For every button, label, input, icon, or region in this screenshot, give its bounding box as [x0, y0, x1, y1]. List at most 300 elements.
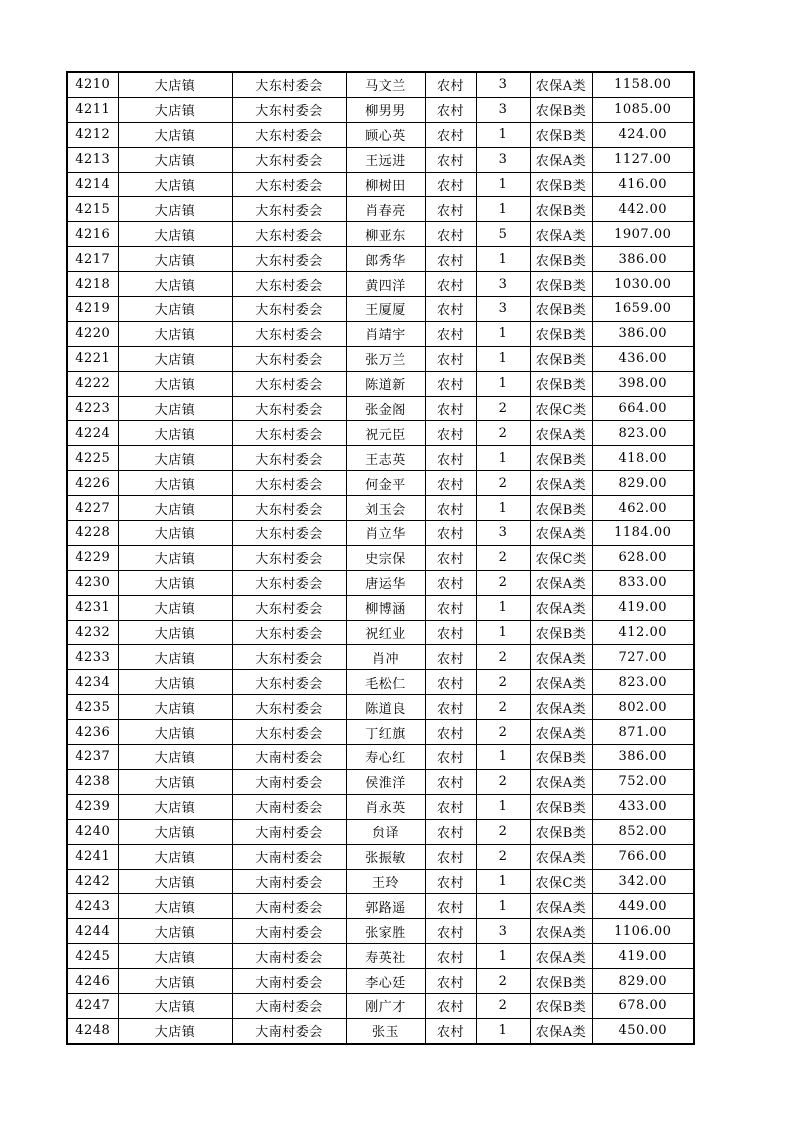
amount-cell: 1106.00: [592, 919, 694, 944]
person-count-cell: 2: [476, 396, 530, 421]
person-count-cell: 1: [476, 446, 530, 471]
town-cell: 大店镇: [118, 645, 232, 670]
serial-cell: 4212: [67, 122, 118, 147]
insurance-type-cell: 农保B类: [530, 297, 592, 322]
town-cell: 大店镇: [118, 72, 232, 97]
table-row: [67, 869, 694, 894]
amount-cell: 386.00: [592, 745, 694, 770]
amount-cell: 752.00: [592, 769, 694, 794]
person-count-cell: 2: [476, 720, 530, 745]
town-cell: 大店镇: [118, 471, 232, 496]
village-committee-cell: 大南村委会: [232, 869, 346, 894]
table-row: [67, 969, 694, 994]
insurance-type-cell: 农保A类: [530, 944, 592, 969]
residence-category-cell: 农村: [425, 446, 476, 471]
village-committee-cell: 大东村委会: [232, 620, 346, 645]
amount-cell: 419.00: [592, 944, 694, 969]
person-count-cell: 3: [476, 272, 530, 297]
town-cell: 大店镇: [118, 869, 232, 894]
insurance-type-cell: 农保A类: [530, 1018, 592, 1043]
person-count-cell: 1: [476, 595, 530, 620]
residence-category-cell: 农村: [425, 1018, 476, 1043]
name-cell: 郭路遥: [346, 894, 425, 919]
insurance-type-cell: 农保B类: [530, 371, 592, 396]
amount-cell: 386.00: [592, 321, 694, 346]
person-count-cell: 1: [476, 894, 530, 919]
residence-category-cell: 农村: [425, 670, 476, 695]
village-committee-cell: 大南村委会: [232, 844, 346, 869]
insurance-type-cell: 农保B类: [530, 247, 592, 272]
town-cell: 大店镇: [118, 521, 232, 546]
residence-category-cell: 农村: [425, 172, 476, 197]
serial-cell: 4234: [67, 670, 118, 695]
residence-category-cell: 农村: [425, 720, 476, 745]
amount-cell: 678.00: [592, 993, 694, 1018]
person-count-cell: 2: [476, 993, 530, 1018]
serial-cell: 4241: [67, 844, 118, 869]
residence-category-cell: 农村: [425, 371, 476, 396]
serial-cell: 4229: [67, 545, 118, 570]
serial-cell: 4211: [67, 97, 118, 122]
table-row: [67, 147, 694, 172]
serial-cell: 4214: [67, 172, 118, 197]
serial-cell: 4236: [67, 720, 118, 745]
insurance-type-cell: 农保B类: [530, 197, 592, 222]
village-committee-cell: 大东村委会: [232, 545, 346, 570]
amount-cell: 450.00: [592, 1018, 694, 1043]
amount-cell: 802.00: [592, 695, 694, 720]
residence-category-cell: 农村: [425, 222, 476, 247]
insurance-type-cell: 农保B类: [530, 97, 592, 122]
village-committee-cell: 大东村委会: [232, 272, 346, 297]
village-committee-cell: 大东村委会: [232, 720, 346, 745]
person-count-cell: 1: [476, 745, 530, 770]
amount-cell: 829.00: [592, 471, 694, 496]
person-count-cell: 1: [476, 197, 530, 222]
residence-category-cell: 农村: [425, 521, 476, 546]
residence-category-cell: 农村: [425, 570, 476, 595]
name-cell: 唐运华: [346, 570, 425, 595]
town-cell: 大店镇: [118, 819, 232, 844]
amount-cell: 823.00: [592, 421, 694, 446]
name-cell: 陈道新: [346, 371, 425, 396]
person-count-cell: 2: [476, 421, 530, 446]
serial-cell: 4231: [67, 595, 118, 620]
name-cell: 何金平: [346, 471, 425, 496]
name-cell: 侯淮洋: [346, 769, 425, 794]
residence-category-cell: 农村: [425, 72, 476, 97]
amount-cell: 766.00: [592, 844, 694, 869]
insurance-type-cell: 农保B类: [530, 969, 592, 994]
name-cell: 王志英: [346, 446, 425, 471]
name-cell: 张玉: [346, 1018, 425, 1043]
village-committee-cell: 大东村委会: [232, 147, 346, 172]
insurance-type-cell: 农保C类: [530, 545, 592, 570]
table-row: [67, 819, 694, 844]
village-committee-cell: 大东村委会: [232, 72, 346, 97]
serial-cell: 4220: [67, 321, 118, 346]
amount-cell: 416.00: [592, 172, 694, 197]
table-row: [67, 919, 694, 944]
town-cell: 大店镇: [118, 993, 232, 1018]
village-committee-cell: 大东村委会: [232, 346, 346, 371]
insurance-type-cell: 农保B类: [530, 496, 592, 521]
residence-category-cell: 农村: [425, 471, 476, 496]
town-cell: 大店镇: [118, 570, 232, 595]
serial-cell: 4218: [67, 272, 118, 297]
insurance-type-cell: 农保B类: [530, 794, 592, 819]
insurance-type-cell: 农保A类: [530, 769, 592, 794]
residence-category-cell: 农村: [425, 819, 476, 844]
insurance-type-cell: 农保A类: [530, 645, 592, 670]
person-count-cell: 2: [476, 769, 530, 794]
amount-cell: 386.00: [592, 247, 694, 272]
serial-cell: 4233: [67, 645, 118, 670]
town-cell: 大店镇: [118, 297, 232, 322]
town-cell: 大店镇: [118, 969, 232, 994]
name-cell: 肖靖宇: [346, 321, 425, 346]
insurance-type-cell: 农保A类: [530, 919, 592, 944]
amount-cell: 727.00: [592, 645, 694, 670]
insurance-type-cell: 农保A类: [530, 844, 592, 869]
village-committee-cell: 大东村委会: [232, 172, 346, 197]
village-committee-cell: 大东村委会: [232, 521, 346, 546]
serial-cell: 4230: [67, 570, 118, 595]
name-cell: 黄四洋: [346, 272, 425, 297]
village-committee-cell: 大东村委会: [232, 645, 346, 670]
village-committee-cell: 大东村委会: [232, 570, 346, 595]
town-cell: 大店镇: [118, 720, 232, 745]
table-row: [67, 446, 694, 471]
name-cell: 肖春亮: [346, 197, 425, 222]
table-row: [67, 496, 694, 521]
village-committee-cell: 大南村委会: [232, 745, 346, 770]
amount-cell: 871.00: [592, 720, 694, 745]
name-cell: 毛松仁: [346, 670, 425, 695]
residence-category-cell: 农村: [425, 595, 476, 620]
amount-cell: 664.00: [592, 396, 694, 421]
residence-category-cell: 农村: [425, 869, 476, 894]
town-cell: 大店镇: [118, 222, 232, 247]
serial-cell: 4226: [67, 471, 118, 496]
name-cell: 柳男男: [346, 97, 425, 122]
table-row: [67, 645, 694, 670]
insurance-type-cell: 农保A类: [530, 147, 592, 172]
residence-category-cell: 农村: [425, 969, 476, 994]
table-row: [67, 321, 694, 346]
village-committee-cell: 大东村委会: [232, 297, 346, 322]
village-committee-cell: 大东村委会: [232, 595, 346, 620]
amount-cell: 829.00: [592, 969, 694, 994]
name-cell: 寿英社: [346, 944, 425, 969]
insurance-type-cell: 农保A类: [530, 894, 592, 919]
residence-category-cell: 农村: [425, 919, 476, 944]
town-cell: 大店镇: [118, 595, 232, 620]
insurance-type-cell: 农保A类: [530, 720, 592, 745]
name-cell: 寿心红: [346, 745, 425, 770]
insurance-type-cell: 农保B类: [530, 321, 592, 346]
town-cell: 大店镇: [118, 247, 232, 272]
person-count-cell: 2: [476, 545, 530, 570]
person-count-cell: 2: [476, 819, 530, 844]
residence-category-cell: 农村: [425, 272, 476, 297]
serial-cell: 4246: [67, 969, 118, 994]
village-committee-cell: 大东村委会: [232, 97, 346, 122]
village-committee-cell: 大东村委会: [232, 197, 346, 222]
village-committee-cell: 大东村委会: [232, 695, 346, 720]
residence-category-cell: 农村: [425, 421, 476, 446]
town-cell: 大店镇: [118, 97, 232, 122]
amount-cell: 462.00: [592, 496, 694, 521]
amount-cell: 1184.00: [592, 521, 694, 546]
town-cell: 大店镇: [118, 769, 232, 794]
serial-cell: 4238: [67, 769, 118, 794]
residence-category-cell: 农村: [425, 247, 476, 272]
insurance-type-cell: 农保A类: [530, 670, 592, 695]
town-cell: 大店镇: [118, 695, 232, 720]
village-committee-cell: 大东村委会: [232, 247, 346, 272]
town-cell: 大店镇: [118, 396, 232, 421]
table-row: [67, 745, 694, 770]
person-count-cell: 1: [476, 869, 530, 894]
table-row: [67, 894, 694, 919]
insurance-type-cell: 农保C类: [530, 396, 592, 421]
name-cell: 王玲: [346, 869, 425, 894]
table-row: [67, 720, 694, 745]
amount-cell: 1659.00: [592, 297, 694, 322]
residence-category-cell: 农村: [425, 645, 476, 670]
village-committee-cell: 大东村委会: [232, 446, 346, 471]
amount-cell: 823.00: [592, 670, 694, 695]
amount-cell: 442.00: [592, 197, 694, 222]
person-count-cell: 3: [476, 72, 530, 97]
amount-cell: 342.00: [592, 869, 694, 894]
serial-cell: 4248: [67, 1018, 118, 1043]
amount-cell: 628.00: [592, 545, 694, 570]
insurance-type-cell: 农保A类: [530, 421, 592, 446]
town-cell: 大店镇: [118, 272, 232, 297]
insurance-type-cell: 农保A类: [530, 521, 592, 546]
residence-category-cell: 农村: [425, 620, 476, 645]
town-cell: 大店镇: [118, 794, 232, 819]
person-count-cell: 1: [476, 122, 530, 147]
table-row: [67, 122, 694, 147]
village-committee-cell: 大南村委会: [232, 919, 346, 944]
serial-cell: 4215: [67, 197, 118, 222]
residence-category-cell: 农村: [425, 745, 476, 770]
serial-cell: 4247: [67, 993, 118, 1018]
name-cell: 柳亚东: [346, 222, 425, 247]
name-cell: 柳博涵: [346, 595, 425, 620]
person-count-cell: 1: [476, 496, 530, 521]
town-cell: 大店镇: [118, 321, 232, 346]
name-cell: 祝红业: [346, 620, 425, 645]
amount-cell: 436.00: [592, 346, 694, 371]
insurance-type-cell: 农保B类: [530, 172, 592, 197]
name-cell: 贠译: [346, 819, 425, 844]
town-cell: 大店镇: [118, 421, 232, 446]
serial-cell: 4225: [67, 446, 118, 471]
name-cell: 张振敏: [346, 844, 425, 869]
serial-cell: 4222: [67, 371, 118, 396]
serial-cell: 4232: [67, 620, 118, 645]
town-cell: 大店镇: [118, 944, 232, 969]
person-count-cell: 2: [476, 695, 530, 720]
insurance-type-cell: 农保A类: [530, 471, 592, 496]
town-cell: 大店镇: [118, 371, 232, 396]
person-count-cell: 1: [476, 321, 530, 346]
name-cell: 张万兰: [346, 346, 425, 371]
name-cell: 刘玉会: [346, 496, 425, 521]
amount-cell: 1030.00: [592, 272, 694, 297]
person-count-cell: 2: [476, 645, 530, 670]
person-count-cell: 3: [476, 147, 530, 172]
name-cell: 张金阁: [346, 396, 425, 421]
name-cell: 刚广才: [346, 993, 425, 1018]
serial-cell: 4243: [67, 894, 118, 919]
residence-category-cell: 农村: [425, 321, 476, 346]
amount-cell: 419.00: [592, 595, 694, 620]
amount-cell: 1085.00: [592, 97, 694, 122]
pension-payment-table: [66, 71, 695, 1045]
insurance-type-cell: 农保A类: [530, 570, 592, 595]
village-committee-cell: 大东村委会: [232, 371, 346, 396]
table-row: [67, 272, 694, 297]
town-cell: 大店镇: [118, 894, 232, 919]
serial-cell: 4216: [67, 222, 118, 247]
table-row: [67, 620, 694, 645]
table-row: [67, 222, 694, 247]
residence-category-cell: 农村: [425, 944, 476, 969]
insurance-type-cell: 农保A类: [530, 595, 592, 620]
village-committee-cell: 大东村委会: [232, 396, 346, 421]
person-count-cell: 5: [476, 222, 530, 247]
table-row: [67, 471, 694, 496]
name-cell: 郎秀华: [346, 247, 425, 272]
serial-cell: 4210: [67, 72, 118, 97]
village-committee-cell: 大东村委会: [232, 421, 346, 446]
amount-cell: 412.00: [592, 620, 694, 645]
table-row: [67, 695, 694, 720]
table-row: [67, 72, 694, 97]
serial-cell: 4221: [67, 346, 118, 371]
serial-cell: 4235: [67, 695, 118, 720]
town-cell: 大店镇: [118, 172, 232, 197]
village-committee-cell: 大东村委会: [232, 496, 346, 521]
person-count-cell: 1: [476, 944, 530, 969]
residence-category-cell: 农村: [425, 147, 476, 172]
serial-cell: 4237: [67, 745, 118, 770]
table-row: [67, 172, 694, 197]
table-row: [67, 993, 694, 1018]
amount-cell: 1158.00: [592, 72, 694, 97]
town-cell: 大店镇: [118, 919, 232, 944]
name-cell: 王远进: [346, 147, 425, 172]
town-cell: 大店镇: [118, 496, 232, 521]
village-committee-cell: 大南村委会: [232, 769, 346, 794]
residence-category-cell: 农村: [425, 844, 476, 869]
amount-cell: 418.00: [592, 446, 694, 471]
name-cell: 肖立华: [346, 521, 425, 546]
serial-cell: 4242: [67, 869, 118, 894]
town-cell: 大店镇: [118, 1018, 232, 1043]
town-cell: 大店镇: [118, 620, 232, 645]
table-row: [67, 421, 694, 446]
insurance-type-cell: 农保B类: [530, 993, 592, 1018]
village-committee-cell: 大南村委会: [232, 1018, 346, 1043]
residence-category-cell: 农村: [425, 346, 476, 371]
table-body: [67, 72, 694, 1044]
name-cell: 王厦厦: [346, 297, 425, 322]
amount-cell: 833.00: [592, 570, 694, 595]
town-cell: 大店镇: [118, 122, 232, 147]
person-count-cell: 1: [476, 371, 530, 396]
name-cell: 李心廷: [346, 969, 425, 994]
residence-category-cell: 农村: [425, 122, 476, 147]
person-count-cell: 2: [476, 570, 530, 595]
serial-cell: 4223: [67, 396, 118, 421]
village-committee-cell: 大东村委会: [232, 471, 346, 496]
village-committee-cell: 大南村委会: [232, 944, 346, 969]
town-cell: 大店镇: [118, 745, 232, 770]
amount-cell: 1907.00: [592, 222, 694, 247]
village-committee-cell: 大东村委会: [232, 122, 346, 147]
person-count-cell: 3: [476, 297, 530, 322]
residence-category-cell: 农村: [425, 794, 476, 819]
insurance-type-cell: 农保A类: [530, 72, 592, 97]
table-row: [67, 346, 694, 371]
serial-cell: 4227: [67, 496, 118, 521]
insurance-type-cell: 农保B类: [530, 272, 592, 297]
person-count-cell: 1: [476, 346, 530, 371]
residence-category-cell: 农村: [425, 496, 476, 521]
person-count-cell: 1: [476, 1018, 530, 1043]
residence-category-cell: 农村: [425, 297, 476, 322]
table-row: [67, 595, 694, 620]
name-cell: 史宗保: [346, 545, 425, 570]
serial-cell: 4213: [67, 147, 118, 172]
insurance-type-cell: 农保B类: [530, 819, 592, 844]
person-count-cell: 2: [476, 471, 530, 496]
residence-category-cell: 农村: [425, 97, 476, 122]
insurance-type-cell: 农保B类: [530, 446, 592, 471]
table-row: [67, 247, 694, 272]
table-row: [67, 1018, 694, 1043]
village-committee-cell: 大南村委会: [232, 993, 346, 1018]
town-cell: 大店镇: [118, 670, 232, 695]
name-cell: 柳树田: [346, 172, 425, 197]
table-row: [67, 371, 694, 396]
residence-category-cell: 农村: [425, 894, 476, 919]
name-cell: 顾心英: [346, 122, 425, 147]
table-row: [67, 97, 694, 122]
residence-category-cell: 农村: [425, 695, 476, 720]
serial-cell: 4217: [67, 247, 118, 272]
person-count-cell: 3: [476, 521, 530, 546]
insurance-type-cell: 农保B类: [530, 745, 592, 770]
amount-cell: 852.00: [592, 819, 694, 844]
residence-category-cell: 农村: [425, 545, 476, 570]
table-row: [67, 297, 694, 322]
table-row: [67, 844, 694, 869]
table-row: [67, 197, 694, 222]
person-count-cell: 3: [476, 919, 530, 944]
insurance-type-cell: 农保A类: [530, 695, 592, 720]
serial-cell: 4224: [67, 421, 118, 446]
village-committee-cell: 大南村委会: [232, 794, 346, 819]
table-row: [67, 944, 694, 969]
person-count-cell: 3: [476, 97, 530, 122]
